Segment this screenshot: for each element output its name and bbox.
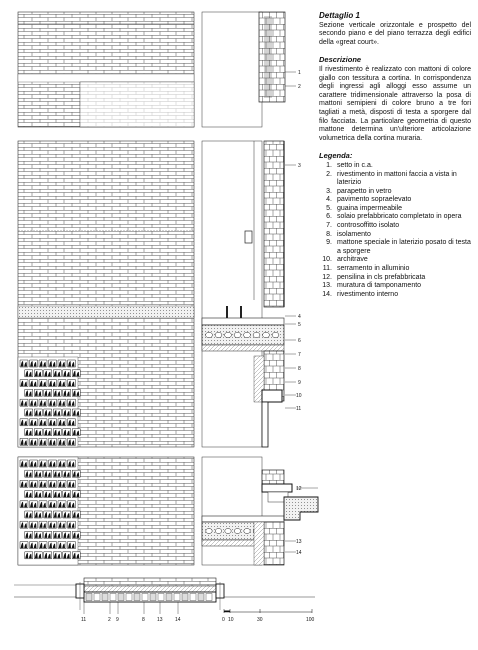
special-brick [72,552,80,559]
legend-item [319,274,471,283]
legend-item-label: rivestimento in mattoni faccia a vista in laterizio [337,170,457,187]
legend-item-number: 13. [322,282,332,290]
legend-item-number: 3. [326,187,332,195]
special-brick [25,531,33,538]
callout-12: 12 [296,486,302,492]
callout-8: 8 [298,366,301,372]
special-brick [39,542,47,549]
special-brick [30,380,38,387]
special-brick [20,438,28,445]
detail-title: Dettaglio 1 [319,11,360,20]
special-brick [53,429,61,436]
special-brick [49,521,57,528]
plan-callout-14: 14 [175,617,181,623]
legend-item [319,231,471,240]
special-brick [58,460,66,467]
legend-item [319,213,471,222]
legend-item-number: 12. [322,273,332,281]
special-brick [72,409,80,416]
scale-tick-100: 100 [306,617,315,623]
callout-6: 6 [298,338,301,344]
plan-brick [182,594,188,601]
special-brick [58,419,66,426]
plan-brick [86,594,92,601]
special-brick [20,419,28,426]
special-brick [44,429,52,436]
special-brick [68,438,76,445]
legend-item [319,188,471,197]
legend-item [319,239,471,256]
plan-callout-8: 8 [142,617,145,623]
scale-bar [224,609,312,613]
legend-item-label: muratura di tamponamento [337,282,422,290]
special-brick [53,511,61,518]
callout-2: 2 [298,84,301,90]
special-brick [58,501,66,508]
special-brick [34,470,42,477]
special-brick [30,501,38,508]
legend-item-number: 5. [326,204,332,212]
vertical-section [202,12,318,565]
special-brick [30,460,38,467]
special-brick [30,438,38,445]
special-brick [39,399,47,406]
special-brick [49,501,57,508]
legend-item-number: 4. [326,196,332,204]
legend-item-number: 10. [322,256,332,264]
legend-item [319,162,471,171]
special-brick [72,389,80,396]
slab-hollow-core [206,332,213,337]
special-brick [44,552,52,559]
special-brick [58,380,66,387]
slab-hollow-core [234,332,241,337]
plan-brick [206,594,212,601]
legend-item-label: mattone speciale in laterizio posato di testa a sporgere [337,239,471,255]
special-brick [63,409,71,416]
special-brick [53,552,61,559]
legend-item-label: parapetto in vetro [337,187,392,195]
slab-hollow-core [225,332,232,337]
elevation-middle-panel [18,141,262,447]
legend-item-number: 2. [326,170,332,178]
special-brick [44,511,52,518]
special-brick [39,419,47,426]
special-brick [49,380,57,387]
special-brick [34,511,42,518]
text-panel [319,12,471,299]
plan-brick [118,594,124,601]
special-brick [49,360,57,367]
slab-hollow-core [263,332,270,337]
special-brick [39,380,47,387]
legend-item-label: serramento in alluminio [337,265,410,273]
plan-callout-leaders [84,602,178,614]
legend-item [319,171,471,188]
special-brick [25,409,33,416]
special-brick [49,480,57,487]
legend-item-number: 8. [326,230,332,238]
plan-brick [190,594,196,601]
scale-tick-30: 30 [257,617,263,623]
legend-item [319,222,471,231]
special-brick [30,521,38,528]
slab-hollow-core [244,528,250,533]
special-brick [20,399,28,406]
special-brick [34,552,42,559]
special-brick [20,521,28,528]
special-brick [20,542,28,549]
callout-5: 5 [298,322,301,328]
special-brick [63,389,71,396]
special-brick [63,552,71,559]
legend-list [319,162,471,300]
special-brick [39,480,47,487]
special-brick [25,552,33,559]
special-brick [20,480,28,487]
plan-brick [94,594,100,601]
description-heading: Descrizione [319,55,362,65]
elevation-lower-panel [18,457,262,565]
special-brick [20,360,28,367]
legend-item-label: pavimento sopraelevato [337,196,412,204]
special-brick [39,521,47,528]
special-brick [25,511,33,518]
special-brick [68,419,76,426]
plan-brick [142,594,148,601]
special-brick [72,511,80,518]
special-brick [63,370,71,377]
special-brick [68,521,76,528]
special-brick [25,370,33,377]
special-brick [58,542,66,549]
special-brick [30,399,38,406]
callout-10: 10 [296,393,302,399]
horizontal-section-plan [14,578,315,610]
plan-brick [110,594,116,601]
special-brick [72,429,80,436]
slab-hollow-core [215,332,222,337]
special-brick [68,542,76,549]
legend-item-label: pensilina in cls prefabbricata [337,273,426,281]
slab-hollow-core [272,332,279,337]
callout-13: 13 [296,539,302,545]
special-brick [68,399,76,406]
plan-callout-2: 2 [108,617,111,623]
legend-item [319,256,471,265]
special-brick [72,470,80,477]
special-brick [53,531,61,538]
special-brick [63,531,71,538]
special-brick [72,491,80,498]
special-brick [63,429,71,436]
special-brick [63,491,71,498]
special-brick [68,380,76,387]
special-brick [39,460,47,467]
callout-11: 11 [296,406,302,412]
plan-brick [158,594,164,601]
legend-item-label: solaio prefabbricato completato in opera [337,213,462,221]
elevation-upper-panel [18,12,262,127]
special-brick [58,438,66,445]
special-brick [49,542,57,549]
special-brick [20,460,28,467]
special-brick [53,409,61,416]
legend-item [319,205,471,214]
slab-hollow-core [215,528,221,533]
plan-brick [150,594,156,601]
callout-7: 7 [298,352,301,358]
plan-brick [198,594,204,601]
special-brick [68,501,76,508]
legend-item-number: 14. [322,290,332,298]
slab-hollow-core [234,528,240,533]
legend-item-number: 9. [326,239,332,247]
description-text: Il rivestimento è realizzato con mattoni di colore giallo con tessitura a cortina. In corrispondenza degli ingressi agli alloggi esso assume un carattere tridimensionale attraverso la posa di mattoni semipieni di colore bruno a tre fori tagliati a metà, disposti di testa a sporgere dal filo facciata. La particolare geometria di questo mattone determina un'ulteriore articolazione volumetrica della cortina muraria. [319,65,471,142]
callout-9: 9 [298,380,301,386]
slab-hollow-core [225,528,231,533]
special-brick [44,491,52,498]
special-brick [58,399,66,406]
special-brick [49,419,57,426]
special-brick [68,460,76,467]
legend-item-label: rivestimento interno [337,290,399,298]
special-brick [20,501,28,508]
detail-subtitle: Sezione verticale orizzontale e prospetto del secondo piano e del piano terrazza degli edifici della «great court». [319,21,471,46]
plan-callout-9: 9 [116,617,119,623]
special-brick [63,470,71,477]
legend-item-label: architrave [337,256,368,264]
legend-item [319,291,471,300]
special-brick [25,429,33,436]
section-callout-leaders [285,72,318,552]
special-brick [58,521,66,528]
special-brick [25,389,33,396]
legend-heading: Legenda: [319,151,353,161]
special-brick [30,480,38,487]
special-brick [63,511,71,518]
special-brick [72,531,80,538]
special-brick [34,370,42,377]
legend-item-label: isolamento [337,230,371,238]
special-brick [30,542,38,549]
special-brick [58,480,66,487]
special-brick [44,531,52,538]
special-brick [25,470,33,477]
legend-item-label: controsoffitto isolato [337,222,400,230]
special-brick [34,491,42,498]
slab-hollow-core [244,332,251,337]
special-brick [68,360,76,367]
legend-item-number: 1. [326,161,332,169]
plan-brick [174,594,180,601]
legend-item [319,282,471,291]
special-brick [34,531,42,538]
scale-tick-0: 0 [222,617,225,623]
special-brick [44,409,52,416]
scale-tick-10: 10 [228,617,234,623]
plan-brick [102,594,108,601]
plan-callout-11: 11 [81,617,87,623]
legend-item-number: 7. [326,222,332,230]
special-brick [34,409,42,416]
special-brick [53,491,61,498]
plan-brick [126,594,132,601]
special-brick [68,480,76,487]
special-brick [39,501,47,508]
legend-item-label: guaina impermeabile [337,204,402,212]
special-brick [30,360,38,367]
plan-brick [166,594,172,601]
legend-item-label: setto in c.a. [337,161,373,169]
callout-4: 4 [298,314,301,320]
legend-item-number: 6. [326,213,332,221]
callout-1: 1 [298,70,301,76]
special-brick [72,370,80,377]
callout-3: 3 [298,163,301,169]
callout-14: 14 [296,550,302,556]
special-brick [44,370,52,377]
plan-callout-13: 13 [157,617,163,623]
special-brick [53,470,61,477]
slab-hollow-core [253,332,260,337]
special-brick [34,429,42,436]
special-brick [34,389,42,396]
special-brick [44,470,52,477]
legend-item [319,265,471,274]
special-brick [53,370,61,377]
plan-brick [134,594,140,601]
special-brick [20,380,28,387]
special-brick [30,419,38,426]
legend-item-number: 11. [322,265,332,273]
special-brick [58,360,66,367]
special-brick [39,360,47,367]
special-brick [49,438,57,445]
special-brick [53,389,61,396]
special-brick [39,438,47,445]
legend-item [319,196,471,205]
special-brick [44,389,52,396]
slab-hollow-core [206,528,212,533]
special-brick [49,460,57,467]
special-brick [49,399,57,406]
special-brick [25,491,33,498]
